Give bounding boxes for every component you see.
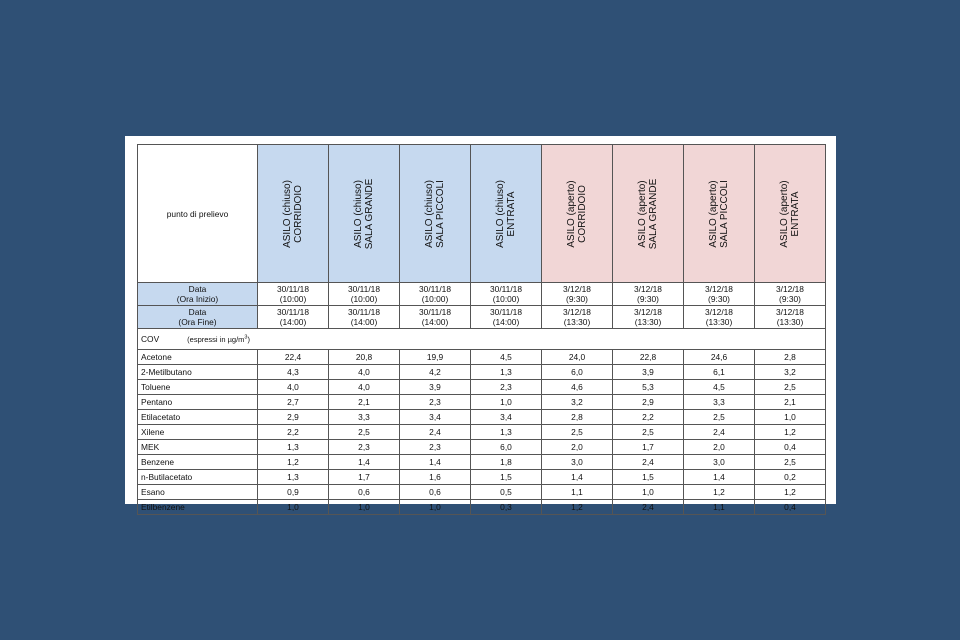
value-cell: 3,0 [684,455,755,470]
site-header-5 [542,145,613,283]
value-cell: 2,3 [400,395,471,410]
cov-section-label [138,329,826,350]
value-cell: 4,0 [329,365,400,380]
time-value: (14:00) [492,317,520,327]
time-value: (13:30) [634,317,662,327]
compound-name: Benzene [138,455,258,470]
time-value: (14:00) [279,317,307,327]
value-cell: 2,1 [755,395,826,410]
document-page [125,136,836,512]
value-cell: 22,8 [613,350,684,365]
value-cell: 2,5 [329,425,400,440]
value-cell: 1,0 [258,500,329,515]
compound-name: Etilbenzene [138,500,258,515]
date-cell [613,306,684,329]
date-end-label [138,306,258,329]
time-value: (10:00) [279,294,307,304]
table-row [138,410,826,425]
compound-name: Etilacetato [138,410,258,425]
value-cell: 3,4 [471,410,542,425]
value-cell: 2,5 [542,425,613,440]
value-cell: 4,5 [471,350,542,365]
site-header-text [495,180,517,248]
time-value: (9:30) [708,294,730,304]
value-cell: 1,1 [684,500,755,515]
date-value: 3/12/18 [776,307,804,317]
time-value: (14:00) [421,317,449,327]
value-cell: 3,9 [400,380,471,395]
value-cell: 2,4 [613,455,684,470]
value-cell: 0,4 [755,500,826,515]
value-cell: 1,4 [329,455,400,470]
site-header-text [424,180,446,248]
site-header-6 [613,145,684,283]
time-value: (9:30) [566,294,588,304]
site-line2: CORRIDOIO [577,184,588,243]
cov-unit-exponent: 3 [244,334,248,341]
date-value: 3/12/18 [705,307,733,317]
value-cell: 1,0 [471,395,542,410]
value-cell: 3,9 [613,365,684,380]
value-cell: 0,6 [400,485,471,500]
label-line1: Data [188,307,207,317]
compound-name: Acetone [138,350,258,365]
compound-name: Pentano [138,395,258,410]
compound-name: n-Butilacetato [138,470,258,485]
value-cell: 1,3 [471,425,542,440]
value-cell: 2,9 [613,395,684,410]
value-cell: 1,0 [329,500,400,515]
site-line2: SALA GRANDE [364,178,375,249]
date-value: 3/12/18 [563,307,591,317]
table-row [138,500,826,515]
cov-unit-text: (espressi in µg/m [187,335,245,344]
value-cell: 4,0 [329,380,400,395]
table-row [138,485,826,500]
site-line1: ASILO (chiuso) [495,179,506,248]
label-line2: (Ora Inizio) [176,294,219,304]
site-line1: ASILO (chiuso) [424,179,435,248]
value-cell: 19,9 [400,350,471,365]
site-header-text [353,178,375,249]
site-header-2 [329,145,400,283]
value-cell: 2,3 [329,440,400,455]
table-row [138,350,826,365]
value-cell: 0,3 [471,500,542,515]
time-value: (10:00) [492,294,520,304]
date-cell [471,283,542,306]
site-header-8 [755,145,826,283]
value-cell: 2,9 [258,410,329,425]
table-row [138,380,826,395]
value-cell: 1,4 [684,470,755,485]
value-cell: 6,1 [684,365,755,380]
value-cell: 22,4 [258,350,329,365]
site-line2: SALA PICCOLI [719,179,730,248]
time-value: (9:30) [637,294,659,304]
value-cell: 1,0 [400,500,471,515]
value-cell: 2,5 [755,455,826,470]
value-cell: 24,6 [684,350,755,365]
table-row [138,365,826,380]
compound-name: Xilene [138,425,258,440]
date-cell [400,283,471,306]
value-cell: 1,3 [471,365,542,380]
value-cell: 1,4 [400,455,471,470]
value-cell: 4,0 [258,380,329,395]
date-value: 3/12/18 [563,284,591,294]
value-cell: 1,6 [400,470,471,485]
value-cell: 1,2 [755,485,826,500]
value-cell: 1,2 [542,500,613,515]
value-cell: 3,2 [755,365,826,380]
site-line1: ASILO (aperto) [779,179,790,248]
site-line2: SALA PICCOLI [435,179,446,248]
value-cell: 2,5 [755,380,826,395]
date-start-label [138,283,258,306]
value-cell: 2,0 [542,440,613,455]
value-cell: 2,5 [684,410,755,425]
site-header-text [637,178,659,249]
compound-name: 2-Metilbutano [138,365,258,380]
site-line1: ASILO (aperto) [637,179,648,248]
time-value: (10:00) [350,294,378,304]
value-cell: 0,2 [755,470,826,485]
time-value: (9:30) [779,294,801,304]
value-cell: 1,0 [613,485,684,500]
value-cell: 1,0 [755,410,826,425]
value-cell: 6,0 [542,365,613,380]
site-header-text [566,180,588,247]
date-value: 30/11/18 [419,284,451,294]
site-header-7 [684,145,755,283]
value-cell: 2,8 [755,350,826,365]
value-cell: 2,1 [329,395,400,410]
value-cell: 1,2 [755,425,826,440]
value-cell: 0,6 [329,485,400,500]
date-cell [258,306,329,329]
value-cell: 3,4 [400,410,471,425]
value-cell: 0,5 [471,485,542,500]
site-line1: ASILO (aperto) [566,179,577,248]
compound-name: Toluene [138,380,258,395]
value-cell: 1,2 [258,455,329,470]
value-cell: 2,3 [471,380,542,395]
cov-unit [187,335,250,344]
value-cell: 3,3 [684,395,755,410]
date-cell [613,283,684,306]
value-cell: 1,7 [329,470,400,485]
value-cell: 2,4 [613,500,684,515]
value-cell: 4,6 [542,380,613,395]
time-value: (13:30) [776,317,804,327]
time-value: (10:00) [421,294,449,304]
value-cell: 2,8 [542,410,613,425]
compound-name: MEK [138,440,258,455]
date-cell [400,306,471,329]
value-cell: 1,1 [542,485,613,500]
time-value: (13:30) [705,317,733,327]
time-value: (14:00) [350,317,378,327]
value-cell: 0,4 [755,440,826,455]
date-cell [542,306,613,329]
site-line1: ASILO (aperto) [708,179,719,248]
value-cell: 2,4 [400,425,471,440]
header-row [138,145,826,283]
date-value: 30/11/18 [277,284,309,294]
time-value: (13:30) [563,317,591,327]
date-cell [684,283,755,306]
value-cell: 1,8 [471,455,542,470]
site-line2: CORRIDOIO [293,184,304,243]
value-cell: 2,3 [400,440,471,455]
date-cell [542,283,613,306]
value-cell: 4,2 [400,365,471,380]
value-cell: 1,5 [471,470,542,485]
date-value: 3/12/18 [705,284,733,294]
site-line1: ASILO (chiuso) [353,179,364,248]
value-cell: 1,3 [258,440,329,455]
compound-name: Esano [138,485,258,500]
date-value: 30/11/18 [419,307,451,317]
cov-unit-close: ) [247,335,250,344]
table-row [138,440,826,455]
value-cell: 3,2 [542,395,613,410]
table-row [138,455,826,470]
voc-table [137,144,826,515]
date-cell [684,306,755,329]
cov-row [138,329,826,350]
date-cell [755,283,826,306]
site-line2: SALA GRANDE [648,178,659,249]
site-header-1 [258,145,329,283]
site-header-text [282,180,304,248]
value-cell: 4,3 [258,365,329,380]
date-cell [329,306,400,329]
date-value: 30/11/18 [348,284,380,294]
date-cell [329,283,400,306]
value-cell: 2,0 [684,440,755,455]
date-value: 30/11/18 [277,307,309,317]
date-value: 3/12/18 [776,284,804,294]
table-row [138,395,826,410]
value-cell: 5,3 [613,380,684,395]
value-cell: 4,5 [684,380,755,395]
value-cell: 20,8 [329,350,400,365]
site-line1: ASILO (chiuso) [282,179,293,248]
date-start-row [138,283,826,306]
date-value: 3/12/18 [634,284,662,294]
value-cell: 2,4 [684,425,755,440]
value-cell: 2,2 [258,425,329,440]
site-line2: ENTRATA [790,190,801,237]
cov-label: COV [141,334,160,344]
value-cell: 1,5 [613,470,684,485]
value-cell: 1,4 [542,470,613,485]
site-header-text [779,180,801,247]
value-cell: 2,7 [258,395,329,410]
value-cell: 2,5 [613,425,684,440]
value-cell: 1,3 [258,470,329,485]
value-cell: 6,0 [471,440,542,455]
value-cell: 1,2 [684,485,755,500]
label-line1: Data [188,284,207,294]
date-cell [755,306,826,329]
corner-label: punto di prelievo [138,145,258,283]
value-cell: 1,7 [613,440,684,455]
value-cell: 24,0 [542,350,613,365]
table-row [138,425,826,440]
table-row [138,470,826,485]
site-line2: ENTRATA [506,190,517,237]
date-value: 3/12/18 [634,307,662,317]
date-value: 30/11/18 [348,307,380,317]
value-cell: 3,3 [329,410,400,425]
date-value: 30/11/18 [490,284,522,294]
site-header-4 [471,145,542,283]
value-cell: 3,0 [542,455,613,470]
date-end-row [138,306,826,329]
value-cell: 0,9 [258,485,329,500]
date-cell [258,283,329,306]
site-header-text [708,180,730,248]
site-header-3 [400,145,471,283]
label-line2: (Ora Fine) [178,317,217,327]
date-value: 30/11/18 [490,307,522,317]
value-cell: 2,2 [613,410,684,425]
date-cell [471,306,542,329]
